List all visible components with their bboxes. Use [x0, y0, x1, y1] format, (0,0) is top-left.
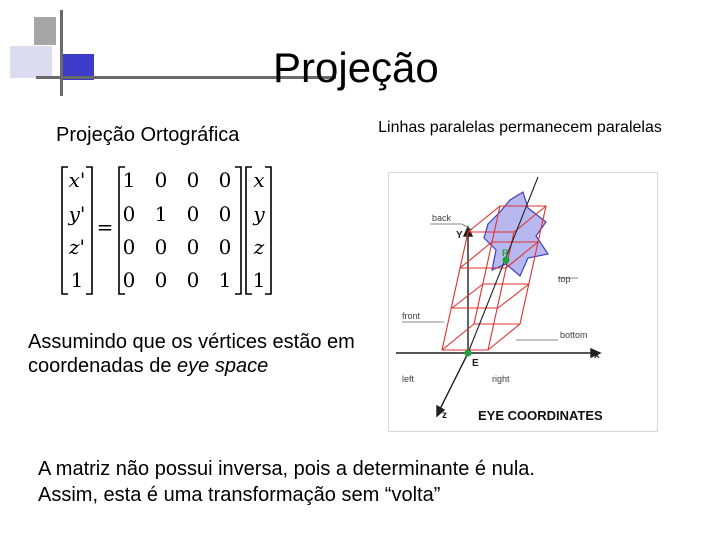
label-axis-z: z — [442, 410, 447, 421]
figure-caption: EYE COORDINATES — [478, 408, 603, 423]
non-invertible-note — [38, 456, 698, 508]
parallel-lines-note: Linhas paralelas permanecem paralelas — [378, 119, 662, 136]
matrix-cell: 0 — [122, 202, 136, 226]
equals-sign: = — [96, 215, 114, 239]
rhs-x: x — [253, 168, 265, 192]
lhs-x-prime: x' — [68, 168, 86, 192]
label-left: left — [402, 374, 415, 384]
matrix-cell: 0 — [186, 168, 200, 192]
slide-title: Projeção — [273, 44, 439, 91]
matrix-cell: 0 — [218, 168, 232, 192]
matrix-cell: 1 — [218, 268, 232, 292]
logo-square-light — [10, 46, 52, 78]
label-axis-y: Y — [456, 230, 463, 241]
logo-vertical-line — [60, 10, 63, 96]
slide-subtitle: Projeção Ortográfica — [56, 124, 240, 146]
label-bottom: bottom — [560, 330, 588, 340]
label-right: right — [492, 374, 510, 384]
note-line-1: A matriz não possui inversa, pois a determinante é nula. — [38, 458, 535, 480]
lhs-y-prime: y' — [68, 202, 86, 226]
label-axis-x: x — [594, 350, 600, 361]
logo-square-gray — [34, 17, 56, 45]
rhs-one: 1 — [252, 268, 266, 292]
matrix-cell: 1 — [122, 168, 136, 192]
matrix-cell: 0 — [218, 235, 232, 259]
rhs-y: y — [253, 202, 265, 226]
label-back: back — [432, 213, 452, 223]
label-point-r: R — [502, 248, 509, 258]
matrix-cell: 0 — [218, 202, 232, 226]
matrix-cell: 0 — [154, 268, 168, 292]
orthographic-matrix-equation — [50, 163, 282, 298]
label-top: top — [558, 274, 571, 284]
label-point-e: E — [472, 358, 479, 369]
lhs-one: 1 — [70, 268, 84, 292]
label-front: front — [402, 311, 421, 321]
assumption-italic: eye space — [177, 355, 269, 377]
matrix-cell: 0 — [154, 235, 168, 259]
eye-coordinates-figure — [388, 172, 658, 432]
point-e-icon — [465, 350, 472, 357]
matrix-cell: 0 — [186, 235, 200, 259]
matrix-cell: 0 — [186, 202, 200, 226]
eye-space-assumption — [28, 330, 358, 378]
assumption-text: Assumindo que os vértices estão em coordenadas de — [28, 331, 355, 377]
note-line-2: Assim, esta é uma transformação sem “volta” — [38, 484, 441, 506]
lhs-z-prime: z' — [68, 235, 86, 259]
matrix-cell: 1 — [154, 202, 168, 226]
rhs-z: z — [253, 235, 265, 259]
matrix-cell: 0 — [122, 268, 136, 292]
matrix-cell: 0 — [186, 268, 200, 292]
matrix-cell: 0 — [122, 235, 136, 259]
matrix-cell: 0 — [154, 168, 168, 192]
